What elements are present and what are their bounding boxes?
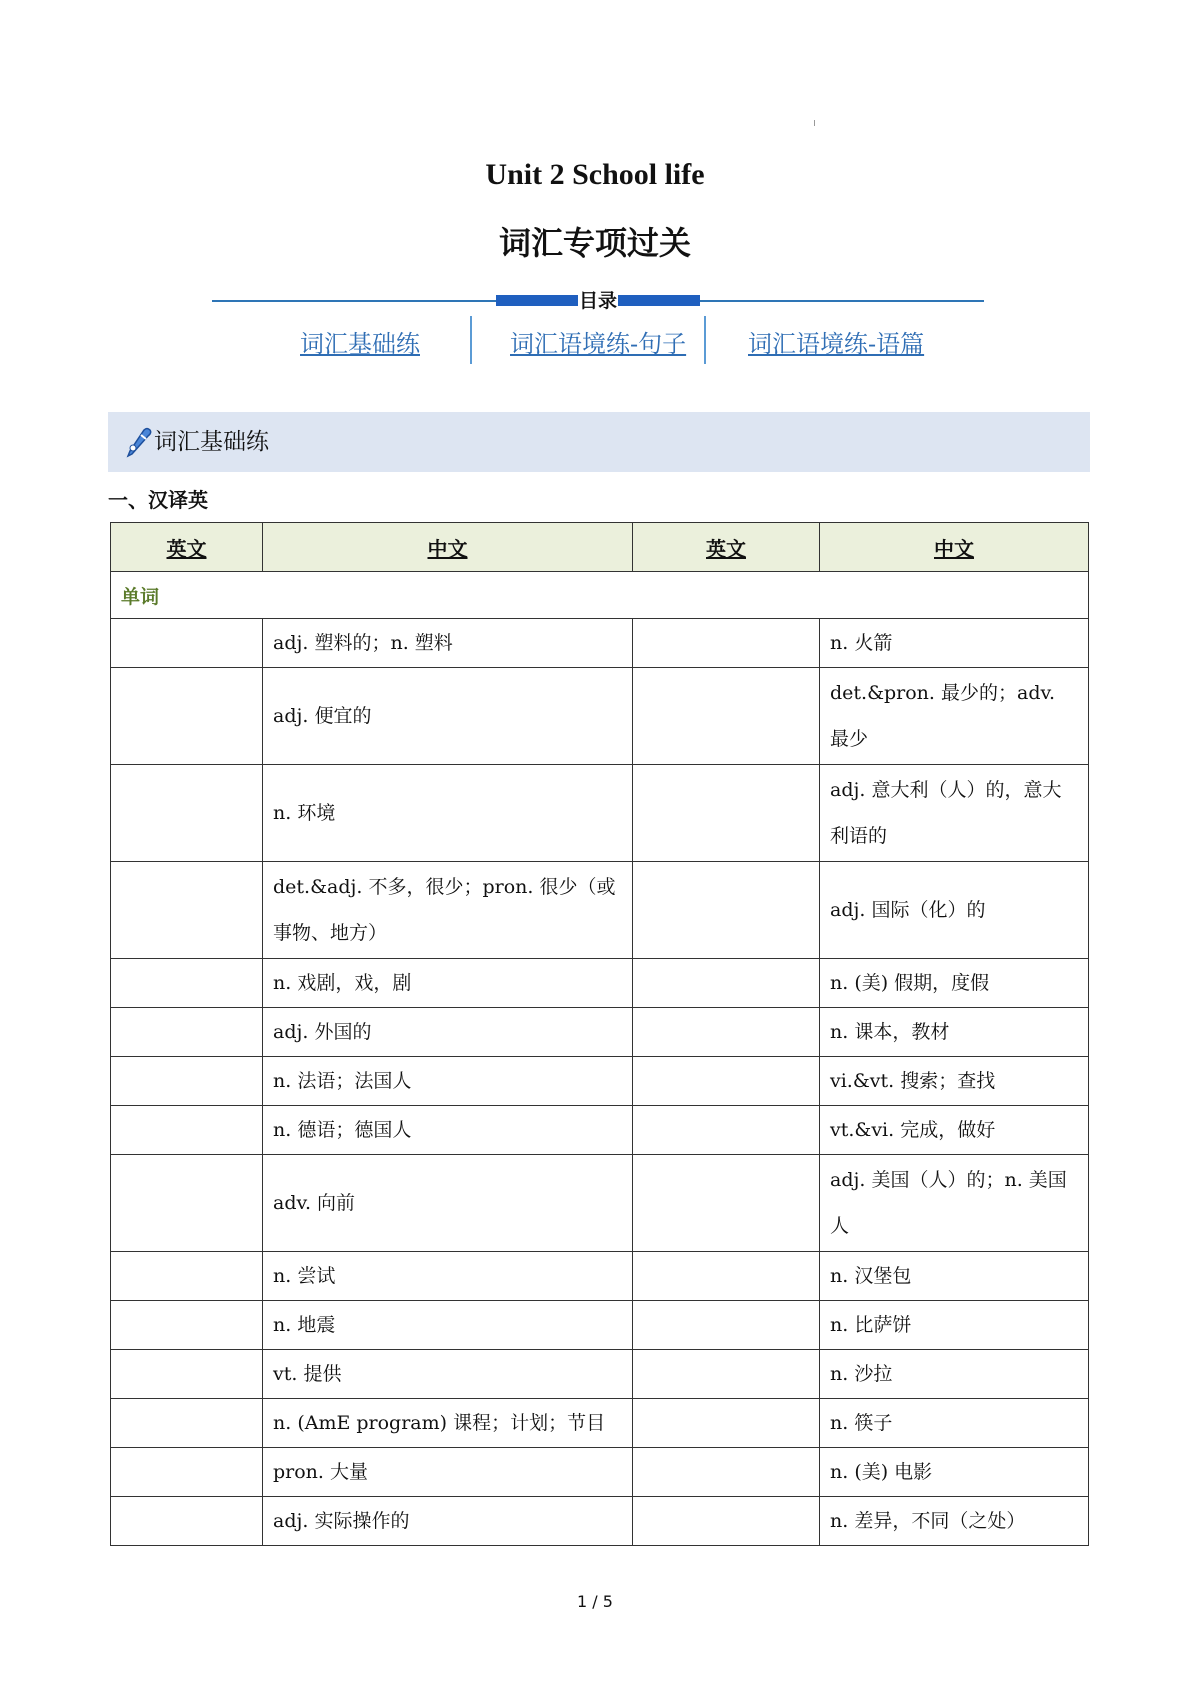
table-row xyxy=(111,1008,1089,1057)
table-row xyxy=(111,668,1089,765)
chinese-meaning-cell: n. (美) 假期，度假 xyxy=(820,959,1089,1008)
toc-line-left xyxy=(212,300,496,302)
english-answer-cell[interactable] xyxy=(111,668,263,765)
table-row xyxy=(111,1350,1089,1399)
chinese-meaning-cell: n. 尝试 xyxy=(263,1252,633,1301)
chinese-meaning-cell: adj. 塑料的；n. 塑料 xyxy=(263,619,633,668)
chinese-meaning-cell: n. 火箭 xyxy=(820,619,1089,668)
toc-separator xyxy=(470,316,472,364)
english-answer-cell[interactable] xyxy=(633,1155,820,1252)
english-answer-cell[interactable] xyxy=(633,619,820,668)
subsection-title: 一、汉译英 xyxy=(108,488,208,512)
chinese-meaning-cell: n. 比萨饼 xyxy=(820,1301,1089,1350)
document-title: Unit 2 School life xyxy=(485,158,705,191)
table-row xyxy=(111,1106,1089,1155)
chinese-meaning-cell: adj. 意大利（人）的，意大利语的 xyxy=(820,765,1089,862)
chinese-meaning-cell: vt.&vi. 完成，做好 xyxy=(820,1106,1089,1155)
english-answer-cell[interactable] xyxy=(633,1497,820,1546)
table-row xyxy=(111,862,1089,959)
table-row xyxy=(111,1155,1089,1252)
chinese-meaning-cell: n. 差异，不同（之处） xyxy=(820,1497,1089,1546)
chinese-meaning-cell: det.&adj. 不多，很少；pron. 很少（或事物、地方） xyxy=(263,862,633,959)
chinese-meaning-cell: pron. 大量 xyxy=(263,1448,633,1497)
table-row xyxy=(111,765,1089,862)
section-banner xyxy=(108,412,1090,472)
english-answer-cell[interactable] xyxy=(633,959,820,1008)
chinese-meaning-cell: n. 汉堡包 xyxy=(820,1252,1089,1301)
english-answer-cell[interactable] xyxy=(633,1057,820,1106)
chinese-meaning-cell: n. 地震 xyxy=(263,1301,633,1350)
english-answer-cell[interactable] xyxy=(111,619,263,668)
vocab-table xyxy=(110,522,1089,1546)
english-answer-cell[interactable] xyxy=(633,862,820,959)
chinese-meaning-cell: adv. 向前 xyxy=(263,1155,633,1252)
toc-block-left xyxy=(496,295,578,306)
category-row xyxy=(111,572,1089,619)
english-answer-cell[interactable] xyxy=(633,1301,820,1350)
chinese-meaning-cell: adj. 实际操作的 xyxy=(263,1497,633,1546)
english-answer-cell[interactable] xyxy=(111,1252,263,1301)
english-answer-cell[interactable] xyxy=(111,862,263,959)
english-answer-cell[interactable] xyxy=(111,1301,263,1350)
english-answer-cell[interactable] xyxy=(111,765,263,862)
chinese-meaning-cell: adj. 国际（化）的 xyxy=(820,862,1089,959)
chinese-meaning-cell: adj. 外国的 xyxy=(263,1008,633,1057)
page-number: 1 / 5 xyxy=(577,1592,613,1611)
toc-link-passages[interactable]: 词汇语境练-语篇 xyxy=(748,330,925,358)
table-row xyxy=(111,1252,1089,1301)
chinese-meaning-cell: n. (美) 电影 xyxy=(820,1448,1089,1497)
table-row xyxy=(111,1057,1089,1106)
english-answer-cell[interactable] xyxy=(111,1350,263,1399)
english-answer-cell[interactable] xyxy=(633,765,820,862)
table-row xyxy=(111,1448,1089,1497)
chinese-meaning-cell: n. 沙拉 xyxy=(820,1350,1089,1399)
toc-link-sentences[interactable]: 词汇语境练-句子 xyxy=(510,330,687,358)
english-answer-cell[interactable] xyxy=(111,1008,263,1057)
toc-line-right xyxy=(700,300,984,302)
english-answer-cell[interactable] xyxy=(111,959,263,1008)
english-answer-cell[interactable] xyxy=(633,1252,820,1301)
chinese-meaning-cell: adj. 便宜的 xyxy=(263,668,633,765)
english-answer-cell[interactable] xyxy=(111,1448,263,1497)
chinese-meaning-cell: vi.&vt. 搜索；查找 xyxy=(820,1057,1089,1106)
table-row xyxy=(111,619,1089,668)
english-answer-cell[interactable] xyxy=(633,1350,820,1399)
column-header-chinese: 中文 xyxy=(263,523,633,572)
table-row xyxy=(111,1497,1089,1546)
toc-link-basic[interactable]: 词汇基础练 xyxy=(300,330,420,358)
chinese-meaning-cell: n. (AmE program) 课程；计划；节目 xyxy=(263,1399,633,1448)
chinese-meaning-cell: n. 德语；德国人 xyxy=(263,1106,633,1155)
english-answer-cell[interactable] xyxy=(111,1057,263,1106)
table-header-row xyxy=(111,523,1089,572)
chinese-meaning-cell: vt. 提供 xyxy=(263,1350,633,1399)
chinese-meaning-cell: n. 环境 xyxy=(263,765,633,862)
column-header-english: 英文 xyxy=(111,523,263,572)
toc-block-right xyxy=(618,295,700,306)
chinese-meaning-cell: adj. 美国（人）的；n. 美国人 xyxy=(820,1155,1089,1252)
english-answer-cell[interactable] xyxy=(111,1497,263,1546)
column-header-english: 英文 xyxy=(633,523,820,572)
table-row xyxy=(111,1399,1089,1448)
english-answer-cell[interactable] xyxy=(633,1448,820,1497)
english-answer-cell[interactable] xyxy=(633,1106,820,1155)
english-answer-cell[interactable] xyxy=(111,1399,263,1448)
english-answer-cell[interactable] xyxy=(633,668,820,765)
chinese-meaning-cell: det.&pron. 最少的；adv. 最少 xyxy=(820,668,1089,765)
page-mark xyxy=(814,120,815,126)
toc-label: 目录 xyxy=(578,290,617,312)
document-subtitle: 词汇专项过关 xyxy=(498,224,691,262)
column-header-chinese: 中文 xyxy=(820,523,1089,572)
toc-separator xyxy=(704,316,706,364)
chinese-meaning-cell: n. 筷子 xyxy=(820,1399,1089,1448)
english-answer-cell[interactable] xyxy=(111,1155,263,1252)
pencil-icon xyxy=(126,426,152,458)
english-answer-cell[interactable] xyxy=(111,1106,263,1155)
chinese-meaning-cell: n. 法语；法国人 xyxy=(263,1057,633,1106)
toc-divider xyxy=(0,286,1190,316)
english-answer-cell[interactable] xyxy=(633,1008,820,1057)
category-label: 单词 xyxy=(111,572,1089,619)
section-title: 词汇基础练 xyxy=(154,429,269,455)
chinese-meaning-cell: n. 戏剧，戏，剧 xyxy=(263,959,633,1008)
table-row xyxy=(111,1301,1089,1350)
english-answer-cell[interactable] xyxy=(633,1399,820,1448)
table-row xyxy=(111,959,1089,1008)
chinese-meaning-cell: n. 课本，教材 xyxy=(820,1008,1089,1057)
